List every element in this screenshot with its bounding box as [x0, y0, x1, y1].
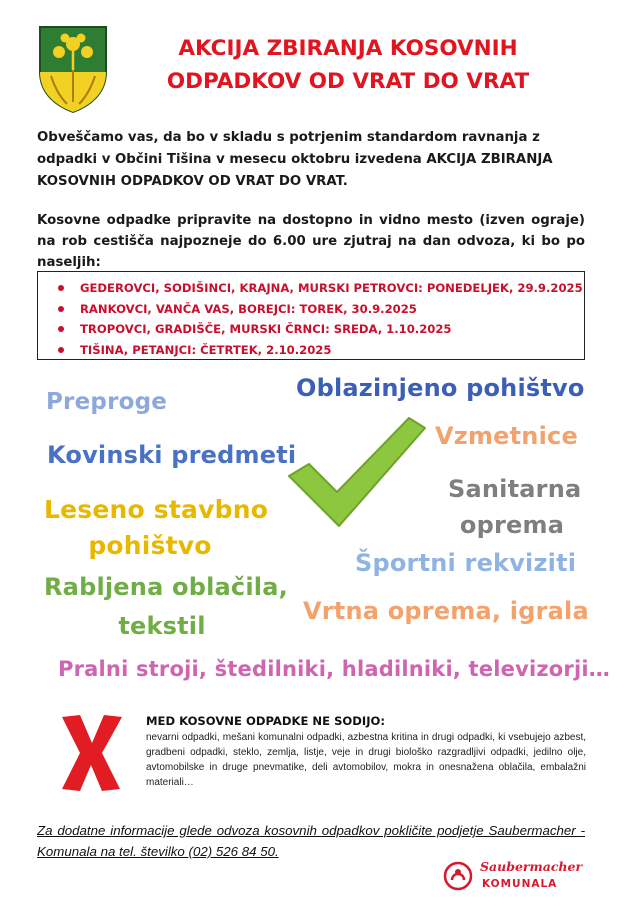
saubermacher-logo: [442, 858, 582, 898]
category-leseno-stavbno-pohistvo: Leseno stavbno pohištvo: [44, 495, 269, 560]
intro-highlight: AKCIJA ZBIRANJA KOSOVNIH ODPADKOV OD VRAT DO VRAT.: [37, 152, 553, 189]
bullet-icon: [58, 326, 64, 332]
category-preproge: Preproge: [46, 389, 168, 415]
excluded-items-section: [146, 714, 586, 790]
schedule-item: GEDEROVCI, SODIŠINCI, KRAJNA, MURSKI PETROVCI: PONEDELJEK, 29.9.2025: [52, 278, 576, 299]
bullet-icon: [58, 285, 64, 291]
cross-x-icon: [58, 713, 124, 791]
contact-info: Za dodatne informacije glede odvoza kosovnih odpadkov pokličite podjetje Saubermacher - Komunala na tel. številko (02) 526 84 50.: [37, 823, 585, 859]
coat-of-arms-icon: [37, 24, 109, 114]
title-line-2: ODPADKOV OD VRAT DO VRAT: [166, 69, 530, 94]
schedule-item: TIŠINA, PETANJCI: ČETRTEK, 2.10.2025: [52, 340, 576, 361]
category-oblazinjeno-pohistvo: Oblazinjeno pohištvo: [296, 374, 585, 402]
logo-subtitle: KOMUNALA: [482, 878, 558, 890]
logo-brand-name: Saubermacher: [480, 859, 583, 874]
intro-paragraph: [37, 127, 585, 193]
schedule-list: [52, 278, 583, 360]
collection-schedule-box: [37, 271, 585, 360]
title-line-1: AKCIJA ZBIRANJA KOSOVNIH: [178, 36, 518, 61]
bullet-icon: [58, 347, 64, 353]
category-pralni-stroji: Pralni stroji, štedilniki, hladilniki, televizorji…: [58, 657, 610, 681]
category-sportni-rekviziti: Športni rekviziti: [355, 549, 577, 577]
checkmark-icon: [285, 412, 431, 530]
category-sanitarna-oprema: Sanitarna oprema: [448, 475, 582, 539]
excluded-heading: MED KOSOVNE ODPADKE NE SODIJO:: [146, 714, 386, 728]
category-kovinski-predmeti: Kovinski predmeti: [47, 441, 297, 469]
category-rabljena-oblacila: Rabljena oblačila, tekstil: [44, 573, 288, 640]
intro-text: Obveščamo vas, da bo v skladu s potrjenim standardom ravnanja z odpadki v Občini Tišina v mesecu oktobru izvedena: [37, 130, 540, 167]
excluded-text: nevarni odpadki, mešani komunalni odpadki, azbestna kritina in drugi odpadki, ki vsebujejo azbest, gradbeni odpadki, steklo, zemlja, listje, veje in drugi biološko razgradljivi odpadki, jedilno olje, avtomobilske in druge pnevmatike, deli avtomobilov, mokra in onesnažena oblačila, embalažni materiali…: [146, 732, 586, 788]
page-title: [118, 32, 578, 98]
schedule-item: TROPOVCI, GRADIŠČE, MURSKI ČRNCI: SREDA, 1.10.2025: [52, 319, 576, 340]
saubermacher-logo-icon: [442, 860, 474, 892]
category-vzmetnice: Vzmetnice: [435, 422, 578, 450]
category-vrtna-oprema: Vrtna oprema, igrala: [303, 597, 589, 625]
instruction-paragraph: Kosovne odpadke pripravite na dostopno in vidno mesto (izven ograje) na rob cestišča najpozneje do 6.00 ure zjutraj na dan odvoza, ki bo po naseljih:: [37, 213, 585, 270]
schedule-item: RANKOVCI, VANČA VAS, BOREJCI: TOREK, 30.9.2025: [52, 299, 576, 320]
bullet-icon: [58, 306, 64, 312]
